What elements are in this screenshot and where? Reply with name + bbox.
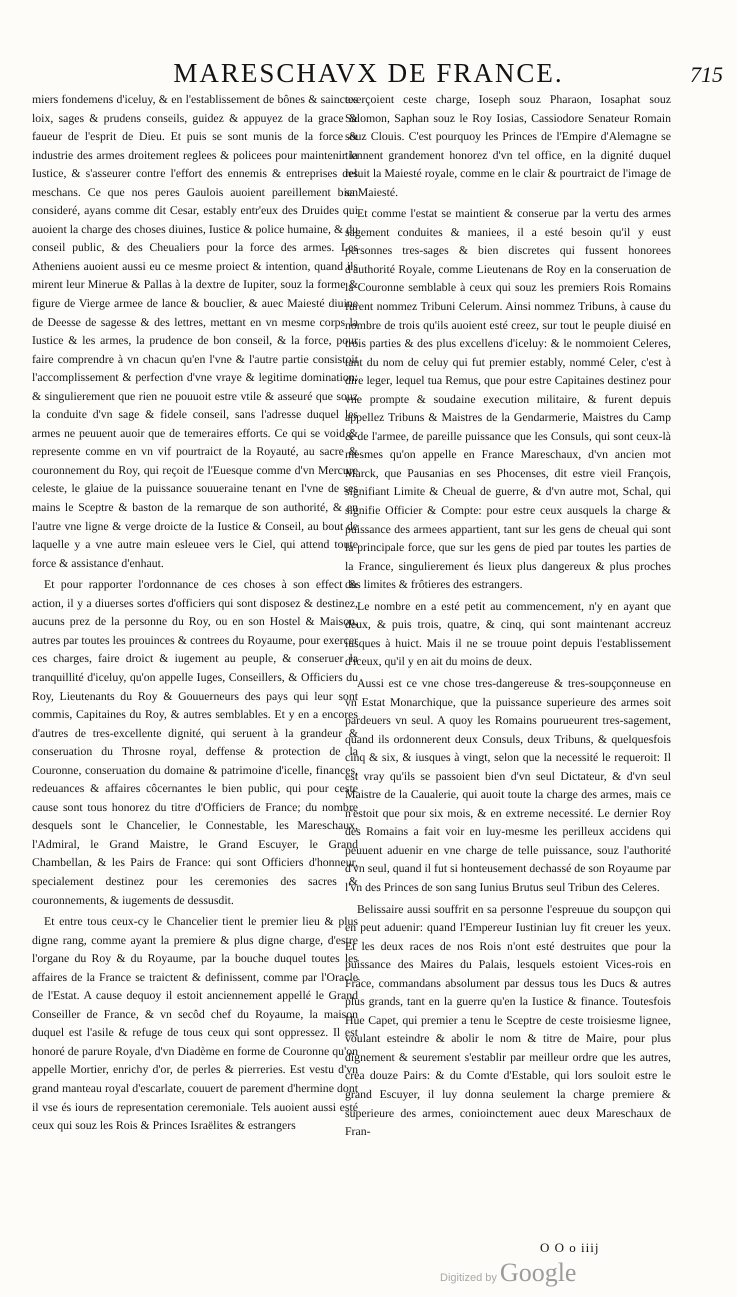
paragraph: exerçoient ceste charge, Ioseph souz Pharaon, Iosaphat souz Salomon, Saphan souz le Roy Iosias, Cassiodore Senateur Romain souz Clouis. C'est pourquoy les Princes de l'Empire d'Alemagne se tiennent grandement honorez d'vn tel office, en la dignité duquel reluit la Maiesté royale, comme en le clair & pourtraict de l'image de sa Maiesté.: [345, 92, 671, 199]
signature-mark: O O o iiij: [540, 1240, 600, 1255]
paragraph: Et entre tous ceux-cy le Chancelier tient le premier lieu & plus digne rang, comme ayant la premiere & plus digne charge, d'estre l'organe du Roy & du Royaume, par la bouche duquel toutes les affaires de la France se traictent & definissent, comme par l'Oracle de l'Estat. A cause dequoy il estoit anciennement appellé le Grand Conseiller de France, & vn secôd chef du Royaume, la maison duquel est l'asile & refuge de tous ceux qui sont oppressez. Il est honoré de parure Royale, d'vn Diadème en forme de Couronne qu'on appelle Mortier, enrichy d'or, de perles & pierreries. Est vestu d'vn grand manteau royal d'escarlate, couuert de parement d'hermine dont il vse és iours de representation ceremoniale. Tels auoient aussi esté ceux qui souz les Rois & Princes Israëlites & estrangers: [32, 914, 358, 1133]
paragraph: Belissaire aussi souffrit en sa personne l'espreuue du soupçon qui en peut aduenir: quand l'Empereur Iustinian luy fit creuer les yeux. Et les deux races de nos Rois n'ont esté destruites que pour la puissance des Maires du Palais, lesquels estoient Vices-rois en Frâce, commandans absolument par dessus tous les Ducs & autres plus grands, tant en la guerre qu'en la Iustice & finance. Toutesfois Hue Capet, qui premier a tenu le Sceptre de ceste troisiesme lignee, voulant esteindre & abolir le nom & titre de Maire, pour plus dignement & seurement s'establir par meilleur ordre que les autres, crea douze Pairs: & du Comte d'Estable, qui lors souloit estre le grand Escuyer, il luy donna seulement la charge premiere & superieure des armes, conioinctement auec deux Mareschaux de Fran-: [345, 901, 671, 1139]
paragraph: Et comme l'estat se maintient & conserue par la vertu des armes sagement conduites & maniees, il a esté besoin qu'il y eust personnes tres-sages & bien discretes qui fussent honorees d'authorité Royale, comme Lieutenans de Roy en la conseruation de la Couronne semblable à ceux qui souz les premiers Rois Romains furent nommez Tribuni Celerum. Ainsi nommez Tribuns, à cause du nombre de trois qu'ils auoient esté creez, sur tout le peuple diuisé en trois parties & des plus excellens d'iceluy: & le nommoient Celeres, tant du nom de celuy qui fut premier estably, nommé Celer, c'est à dire leger, lequel tua Remus, que pour estre Capitaines destinez pour vne prompte & soudaine execution militaire, & furent depuis appellez Tribuns & Maistres de la Gendarmerie, Maistres du Camp & de l'armee, de pareille puissance que les Consuls, qui sont ceux-là mesmes qu'on appelle en France Mareschaux, d'vn ancien mot Marck, que Pausanias en ses Phocenses, dit estre vieil François, signifiant Limite & Cheual de guerre, & d'vn autre mot, Schal, qui signifie Officier & Compte: pour estre ceux ausquels la charge & puissance des armees appartient, tant sur les gens de cheual qui sont la principale force, que sur les gens de pied par toutes les parties de la France, singulierement és lieux plus dangereux & plus proches des limites & frôtieres des estrangers.: [345, 206, 671, 592]
right-column: [345, 90, 671, 1144]
paragraph: Aussi est ce vne chose tres-dangereuse & tres-soupçonneuse en vn Estat Monarchique, que la puissance superieure des armes soit pardeuers vn seul. A quoy les Romains pourueurent tres-sagement, quand ils ordonnerent deux Consuls, deux Tribuns, & quelquesfois cinq & six, & iusques à vingt, selon que la necessité le requeroit: Il est vray qu'ils se passoient bien d'vn seul Dictateur, & d'vn seul Maistre de la Caualerie, qui auoit toute la charge des armes, mais ce n'estoit que pour six mois, & en extreme necessité. Le dernier Roy des Romains a fait voir en luy-mesme les perilleux accidens qui peuuent aduenir en vne charge de telle puissance, souz l'authorité d'vn seul, quand il fut si honteusement dechassé de son Royaume par l'vn des Princes de son sang Iunius Brutus seul Tribun des Celeres.: [345, 675, 671, 894]
running-head: MARESCHAVX DE FRANCE.: [173, 58, 564, 88]
google-logo: Google: [499, 1258, 577, 1287]
paragraph: Et pour rapporter l'ordonnance de ces choses à son effect & action, il y a diuerses sortes d'officiers qui sont disposez & destinez, aucuns prez de la personne du Roy, ou en son Hostel & Maison, autres par toutes les prouinces & contrees du Royaume, pour exercer ces charges, faire droict & iugement au peuple, & conseruer la tranquillité d'iceluy, qu'on appelle Iuges, Conseillers, & Officiers du Roy, Lieutenants du Roy & Gouuerneurs des pays qui leur sont commis, Capitaines du Roy, & autres semblables. Et y en a encores d'autres de tres-excellente dignité, qui seruent à la grandeur & conseruation du Throsne royal, deffense & protection de la Couronne, conseruation du domaine & patrimoine d'icelle, finances, redeuances & affaires côcernantes le bien public, qui pour ceste cause sont tous honorez du titre d'Officiers de France; du nombre desquels sont le Chancelier, le Connestable, les Mareschaux, l'Admiral, le Grand Maistre, le Grand Escuyer, le Grand Chambellan, & les Pairs de France: qui sont Officiers d'honneur, specialement destinez pour les ceremonies des sacres & couronnements, & iugements de dessusdit.: [32, 577, 358, 907]
paragraph: miers fondemens d'iceluy, & en l'establissement de bônes & sainctes loix, sages & prudens conseils, guidez & appuyez de la grace & faueur de l'esprit de Dieu. Et puis se sont munis de la force & industrie des armes droitement reglees & policees pour maintenir la Iustice, & s'asseurer contre l'effort des ennemis & entreprises des meschans. Ce que nos peres Gaulois auoient pareillement bien consideré, ayans comme dit Cesar, estably entr'eux des Druides qui auoient la charge des choses diuines, Iustice & police humaine, & du conseil public, & des Cheualiers pour la force des armes. Les Atheniens auoient aussi eu ce mesme proiect & intention, quand ils mirent leur Minerue & Pallas à la dextre de Iupiter, souz la forme & figure de Vierge armee de lance & bouclier, & auec Maiesté diuine de Deesse de sagesse & des lettres, mettant en vn mesme corps la Iustice & les armes, la prudence de bon conseil, & la force, pour faire comprendre à vn chacun qu'en l'vne & l'autre partie consistoit l'accomplissement & perfection d'vne vraye & legitime domination: & singulierement que rien ne pouuoit estre vtile & asseuré que souz la conduite d'vn sage & fidele conseil, sans l'adresse duquel les armes ne peuuent auoir que de temeraires efforts. Ce qui se void & represente comme en vn vif pourtraict de la Royauté, au sacre & couronnement du Roy, qui reçoit de l'Euesque comme d'vn Mercure celeste, le glaiue de la puissance souueraine tenant en l'vne de ses mains le Sceptre & baston de la remarque de son authorité, & en l'autre vne ligne & verge droicte de la Iustice & Conseil, au bout de laquelle y a vne autre main esleuee vers le Ciel, qui attend toute force & assistance d'enhaut.: [32, 92, 358, 570]
page-number: 715: [690, 62, 723, 87]
left-column: [32, 90, 358, 1138]
paragraph: Le nombre en a esté petit au commencement, n'y en ayant que deux, & puis trois, quatre, & cinq, qui sont maintenant accreuz iusques à huict. Mais il ne se trouue point depuis l'establissement d'iceux, qu'il y en ait du moins de deux.: [345, 598, 671, 669]
digitized-label: Digitized by: [440, 1272, 497, 1284]
digitization-watermark: [440, 1258, 576, 1288]
